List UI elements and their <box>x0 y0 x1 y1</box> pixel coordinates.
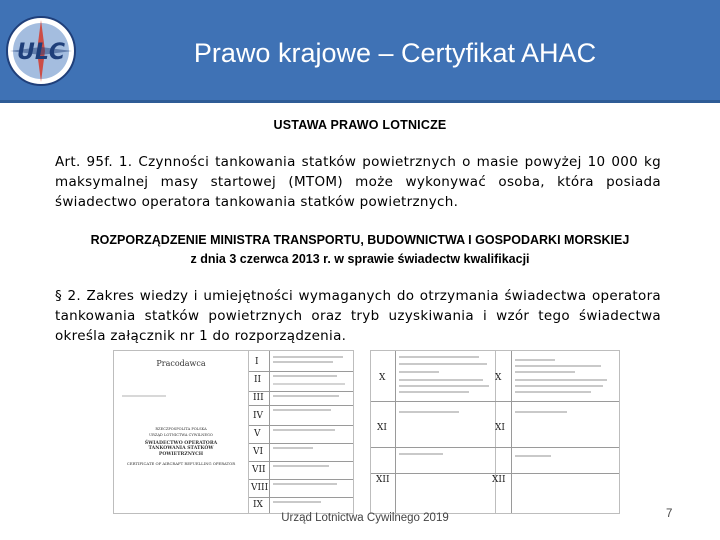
cover-title: ŚWIADECTWO OPERATORA TANKOWANIA STATKÓW POWIETRZNYCH <box>144 441 218 457</box>
roman-numeral: IV <box>253 411 264 421</box>
roman-numeral: XI <box>377 423 387 433</box>
roman-numeral: X <box>379 373 386 383</box>
roman-numeral: VI <box>253 447 264 457</box>
title-band <box>0 0 720 103</box>
paragraph-2: § 2. Zakres wiedzy i umiejętności wymaganych do otrzymania świadectwa operatora tankowania statków powietrznych oraz tryb uzyskiwania i wzór tego świadectwa określa załącznik nr 1 do rozporządzenia. <box>55 288 661 344</box>
act-title: USTAWA PRAWO LOTNICZE <box>273 118 447 132</box>
slide-title: Prawo krajowe – Certyfikat AHAC <box>193 38 597 68</box>
roman-numeral: V <box>254 429 261 439</box>
cover-label: Pracodawca <box>156 359 206 368</box>
page-number: 7 <box>666 508 673 520</box>
roman-numeral: XII <box>492 475 506 485</box>
roman-numeral: IX <box>253 500 263 510</box>
regulation-heading <box>0 231 720 269</box>
cover-dotted-line <box>122 395 166 397</box>
cover-authority: URZĄD LOTNICTWA CYWILNEGO <box>149 433 213 437</box>
cover-english: CERTIFICATE OF AIRCRAFT REFUELLING OPERATOR <box>126 461 236 466</box>
footer-organization: Urząd Lotnictwa Cywilnego 2019 <box>281 512 449 524</box>
ulc-logo-icon <box>4 14 78 88</box>
roman-numeral: XI <box>495 423 505 433</box>
logo-text: ULC <box>16 40 66 65</box>
roman-numeral: VIII <box>251 483 269 493</box>
regulation-line-2: z dnia 3 czerwca 2013 r. w sprawie świadectw kwalifikacji <box>190 252 530 266</box>
article-95f: Art. 95f. 1. Czynności tankowania statków powietrznych o masie powyżej 10 000 kg maksymalnej masy startowej (MTOM) może wykonywać osoba, która posiada świadectwo operatora tankowania statków powietrznych. <box>55 154 661 210</box>
certificate-ratings-page <box>370 350 620 514</box>
certificate-fields-page <box>249 350 354 514</box>
cover-republic: RZECZPOSPOLITA POLSKA <box>155 427 207 431</box>
regulation-line-1: ROZPORZĄDZENIE MINISTRA TRANSPORTU, BUDOWNICTWA I GOSPODARKI MORSKIEJ <box>90 233 630 247</box>
certificate-cover-page <box>113 350 249 514</box>
roman-numeral: X <box>495 373 502 383</box>
roman-numeral: II <box>254 375 262 385</box>
roman-numeral: XII <box>376 475 390 485</box>
roman-numeral: III <box>253 393 264 403</box>
roman-numeral: I <box>255 357 259 367</box>
roman-numeral: VII <box>252 465 266 475</box>
